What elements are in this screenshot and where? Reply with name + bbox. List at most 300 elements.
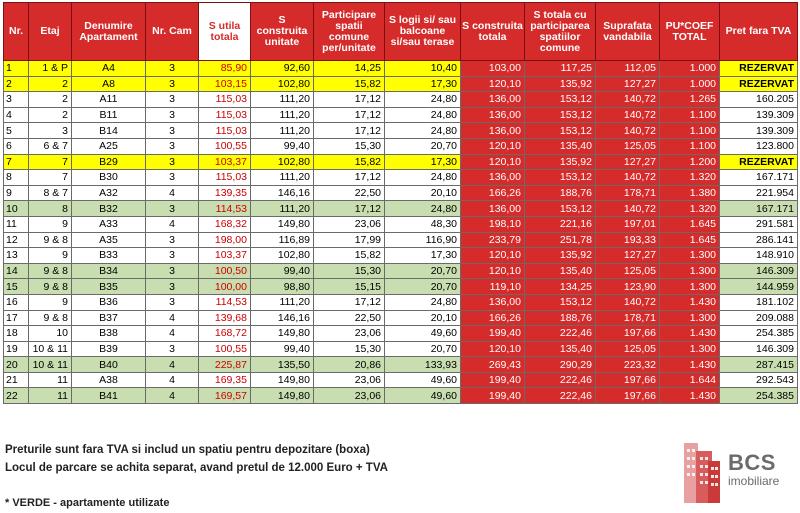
cell-participare: 17,12 — [314, 170, 385, 186]
cell-s-logii: 49,60 — [385, 372, 461, 388]
cell-etaj: 9 & 8 — [29, 310, 72, 326]
table-row — [4, 154, 798, 170]
cell-pu-coef: 1.430 — [660, 357, 720, 373]
logo-brand: BCS — [728, 450, 776, 475]
cell-participare: 23,06 — [314, 388, 385, 404]
table-row — [4, 170, 798, 186]
cell-suprafata-vandabila: 125,05 — [596, 263, 660, 279]
table-row — [4, 294, 798, 310]
cell-pret: REZERVAT — [720, 61, 798, 77]
cell-pu-coef: 1.000 — [660, 76, 720, 92]
table-row — [4, 185, 798, 201]
cell-pret: 167.171 — [720, 201, 798, 217]
cell-s-totala: 135,92 — [525, 248, 596, 264]
table-row — [4, 357, 798, 373]
cell-suprafata-vandabila: 140,72 — [596, 107, 660, 123]
cell-pu-coef: 1.300 — [660, 341, 720, 357]
cell-suprafata-vandabila: 125,05 — [596, 341, 660, 357]
cell-etaj: 7 — [29, 170, 72, 186]
table-row — [4, 341, 798, 357]
cell-pret: REZERVAT — [720, 154, 798, 170]
cell-s-construita-totala: 199,40 — [461, 326, 525, 342]
cell-pu-coef: 1.430 — [660, 388, 720, 404]
cell-s-construita-unitate: 111,20 — [251, 107, 314, 123]
cell-s-construita-unitate: 102,80 — [251, 154, 314, 170]
cell-pret: 146.309 — [720, 263, 798, 279]
cell-s-totala: 153,12 — [525, 123, 596, 139]
cell-s-construita-totala: 233,79 — [461, 232, 525, 248]
note-vat: Preturile sunt fara TVA si includ un spatiu pentru depozitare (boxa) — [5, 444, 370, 456]
cell-nr-cam: 3 — [146, 76, 199, 92]
cell-s-construita-unitate: 146,16 — [251, 185, 314, 201]
cell-etaj: 2 — [29, 92, 72, 108]
col-header-participare: Participare spatii comune per/unitate — [314, 3, 385, 61]
cell-nr-cam: 4 — [146, 185, 199, 201]
cell-s-utila: 225,87 — [199, 357, 251, 373]
cell-s-logii: 48,30 — [385, 216, 461, 232]
cell-suprafata-vandabila: 197,66 — [596, 388, 660, 404]
cell-pret: 181.102 — [720, 294, 798, 310]
cell-nr-cam: 3 — [146, 123, 199, 139]
cell-s-construita-unitate: 149,80 — [251, 372, 314, 388]
cell-etaj: 11 — [29, 372, 72, 388]
cell-s-construita-unitate: 116,89 — [251, 232, 314, 248]
cell-s-utila: 115,03 — [199, 123, 251, 139]
cell-nr-cam: 3 — [146, 138, 199, 154]
cell-pret: 144.959 — [720, 279, 798, 295]
cell-suprafata-vandabila: 223,32 — [596, 357, 660, 373]
cell-s-construita-unitate: 98,80 — [251, 279, 314, 295]
cell-nr: 1 — [4, 61, 29, 77]
cell-nr: 13 — [4, 248, 29, 264]
cell-s-construita-unitate: 99,40 — [251, 341, 314, 357]
cell-denumire: A11 — [72, 92, 146, 108]
cell-suprafata-vandabila: 140,72 — [596, 123, 660, 139]
cell-participare: 22,50 — [314, 185, 385, 201]
table-row — [4, 372, 798, 388]
col-header-s-totala: S totala cu participarea spatiilor comune — [525, 3, 596, 61]
cell-s-construita-totala: 198,10 — [461, 216, 525, 232]
cell-s-logii: 20,70 — [385, 279, 461, 295]
cell-s-totala: 134,25 — [525, 279, 596, 295]
cell-pret: 292.543 — [720, 372, 798, 388]
cell-nr: 9 — [4, 185, 29, 201]
cell-s-logii: 24,80 — [385, 107, 461, 123]
cell-s-totala: 222,46 — [525, 388, 596, 404]
cell-s-construita-totala: 136,00 — [461, 170, 525, 186]
cell-nr-cam: 3 — [146, 341, 199, 357]
cell-etaj: 1 & P — [29, 61, 72, 77]
cell-denumire: B30 — [72, 170, 146, 186]
cell-nr-cam: 3 — [146, 92, 199, 108]
cell-etaj: 10 — [29, 326, 72, 342]
cell-s-totala: 135,40 — [525, 341, 596, 357]
cell-pu-coef: 1.265 — [660, 92, 720, 108]
cell-s-logii: 24,80 — [385, 170, 461, 186]
cell-s-construita-unitate: 102,80 — [251, 248, 314, 264]
cell-s-construita-unitate: 99,40 — [251, 263, 314, 279]
cell-etaj: 11 — [29, 388, 72, 404]
cell-denumire: B11 — [72, 107, 146, 123]
cell-denumire: B40 — [72, 357, 146, 373]
cell-nr-cam: 3 — [146, 61, 199, 77]
cell-etaj: 2 — [29, 107, 72, 123]
cell-participare: 15,30 — [314, 138, 385, 154]
cell-denumire: B35 — [72, 279, 146, 295]
cell-suprafata-vandabila: 197,01 — [596, 216, 660, 232]
cell-participare: 15,30 — [314, 263, 385, 279]
cell-s-construita-totala: 199,40 — [461, 388, 525, 404]
cell-nr-cam: 3 — [146, 154, 199, 170]
cell-etaj: 7 — [29, 154, 72, 170]
cell-s-construita-unitate: 111,20 — [251, 123, 314, 139]
cell-etaj: 9 & 8 — [29, 263, 72, 279]
table-row — [4, 248, 798, 264]
col-header-s-construita-totala: S construita totala — [461, 3, 525, 61]
cell-s-construita-totala: 136,00 — [461, 123, 525, 139]
cell-s-totala: 222,46 — [525, 326, 596, 342]
cell-pu-coef: 1.644 — [660, 372, 720, 388]
table-row — [4, 232, 798, 248]
header-row — [4, 3, 798, 61]
cell-denumire: B37 — [72, 310, 146, 326]
cell-s-logii: 24,80 — [385, 201, 461, 217]
cell-s-construita-unitate: 92,60 — [251, 61, 314, 77]
cell-etaj: 9 — [29, 248, 72, 264]
price-table — [3, 2, 798, 404]
cell-participare: 14,25 — [314, 61, 385, 77]
cell-s-utila: 103,37 — [199, 154, 251, 170]
cell-s-construita-totala: 166,26 — [461, 310, 525, 326]
cell-nr-cam: 3 — [146, 107, 199, 123]
cell-pret: 286.141 — [720, 232, 798, 248]
cell-etaj: 3 — [29, 123, 72, 139]
cell-suprafata-vandabila: 127,27 — [596, 248, 660, 264]
cell-s-construita-totala: 166,26 — [461, 185, 525, 201]
cell-s-construita-totala: 199,40 — [461, 372, 525, 388]
cell-s-totala: 153,12 — [525, 92, 596, 108]
cell-participare: 23,06 — [314, 216, 385, 232]
cell-nr: 8 — [4, 170, 29, 186]
cell-pret: 209.088 — [720, 310, 798, 326]
cell-s-construita-totala: 120,10 — [461, 76, 525, 92]
cell-suprafata-vandabila: 197,66 — [596, 326, 660, 342]
cell-s-utila: 169,35 — [199, 372, 251, 388]
cell-suprafata-vandabila: 127,27 — [596, 154, 660, 170]
cell-nr: 20 — [4, 357, 29, 373]
cell-s-totala: 153,12 — [525, 170, 596, 186]
cell-participare: 15,82 — [314, 248, 385, 264]
cell-s-logii: 49,60 — [385, 388, 461, 404]
cell-denumire: A38 — [72, 372, 146, 388]
cell-nr: 19 — [4, 341, 29, 357]
cell-s-logii: 20,70 — [385, 341, 461, 357]
cell-s-totala: 135,40 — [525, 263, 596, 279]
cell-nr-cam: 4 — [146, 372, 199, 388]
cell-s-logii: 17,30 — [385, 248, 461, 264]
cell-nr: 6 — [4, 138, 29, 154]
col-header-denumire: Denumire Apartament — [72, 3, 146, 61]
cell-etaj: 9 & 8 — [29, 232, 72, 248]
cell-nr-cam: 3 — [146, 248, 199, 264]
table-body — [4, 61, 798, 404]
cell-etaj: 8 & 7 — [29, 185, 72, 201]
cell-s-logii: 24,80 — [385, 294, 461, 310]
cell-pu-coef: 1.645 — [660, 232, 720, 248]
col-header-suprafata-vandabila: Suprafata vandabila — [596, 3, 660, 61]
cell-participare: 15,82 — [314, 154, 385, 170]
cell-s-construita-unitate: 111,20 — [251, 170, 314, 186]
cell-participare: 17,12 — [314, 123, 385, 139]
cell-pret: 123.800 — [720, 138, 798, 154]
cell-pret: 291.581 — [720, 216, 798, 232]
cell-pret: 146.309 — [720, 341, 798, 357]
cell-nr-cam: 4 — [146, 216, 199, 232]
cell-s-utila: 168,72 — [199, 326, 251, 342]
cell-suprafata-vandabila: 197,66 — [596, 372, 660, 388]
cell-nr-cam: 3 — [146, 294, 199, 310]
cell-s-construita-totala: 120,10 — [461, 341, 525, 357]
cell-s-logii: 49,60 — [385, 326, 461, 342]
cell-nr-cam: 3 — [146, 232, 199, 248]
cell-denumire: A4 — [72, 61, 146, 77]
cell-nr: 12 — [4, 232, 29, 248]
cell-s-construita-unitate: 111,20 — [251, 201, 314, 217]
col-header-nr-cam: Nr. Cam — [146, 3, 199, 61]
cell-pret: 254.385 — [720, 388, 798, 404]
note-parking: Locul de parcare se achita separat, avand pretul de 12.000 Euro + TVA — [5, 462, 388, 474]
col-header-s-construita-unitate: S construita unitate — [251, 3, 314, 61]
cell-pu-coef: 1.320 — [660, 201, 720, 217]
table-row — [4, 107, 798, 123]
cell-nr-cam: 4 — [146, 357, 199, 373]
cell-pu-coef: 1.100 — [660, 107, 720, 123]
cell-participare: 17,12 — [314, 107, 385, 123]
col-header-etaj: Etaj — [29, 3, 72, 61]
cell-s-logii: 20,10 — [385, 185, 461, 201]
table-row — [4, 310, 798, 326]
cell-nr: 15 — [4, 279, 29, 295]
cell-nr: 17 — [4, 310, 29, 326]
cell-etaj: 2 — [29, 76, 72, 92]
cell-s-construita-totala: 120,10 — [461, 138, 525, 154]
cell-pret: 139.309 — [720, 107, 798, 123]
cell-s-totala: 153,12 — [525, 107, 596, 123]
table-row — [4, 92, 798, 108]
cell-suprafata-vandabila: 112,05 — [596, 61, 660, 77]
cell-participare: 17,12 — [314, 294, 385, 310]
cell-nr: 2 — [4, 76, 29, 92]
legend-green: * VERDE - apartamente utilizate — [5, 497, 170, 509]
notes — [5, 441, 388, 477]
cell-nr-cam: 4 — [146, 388, 199, 404]
cell-s-construita-totala: 120,10 — [461, 154, 525, 170]
cell-pu-coef: 1.645 — [660, 216, 720, 232]
cell-pu-coef: 1.300 — [660, 279, 720, 295]
cell-s-construita-totala: 120,10 — [461, 263, 525, 279]
cell-pu-coef: 1.000 — [660, 61, 720, 77]
cell-etaj: 6 & 7 — [29, 138, 72, 154]
col-header-pret: Pret fara TVA — [720, 3, 798, 61]
cell-s-totala: 251,78 — [525, 232, 596, 248]
cell-suprafata-vandabila: 140,72 — [596, 201, 660, 217]
cell-suprafata-vandabila: 178,71 — [596, 185, 660, 201]
cell-s-totala: 153,12 — [525, 294, 596, 310]
cell-participare: 23,06 — [314, 372, 385, 388]
cell-nr: 11 — [4, 216, 29, 232]
cell-suprafata-vandabila: 140,72 — [596, 294, 660, 310]
cell-etaj: 10 & 11 — [29, 357, 72, 373]
cell-s-construita-totala: 136,00 — [461, 294, 525, 310]
cell-s-construita-unitate: 102,80 — [251, 76, 314, 92]
cell-participare: 20,86 — [314, 357, 385, 373]
cell-etaj: 9 & 8 — [29, 279, 72, 295]
cell-s-construita-unitate: 111,20 — [251, 294, 314, 310]
cell-s-logii: 133,93 — [385, 357, 461, 373]
cell-participare: 15,30 — [314, 341, 385, 357]
cell-nr-cam: 4 — [146, 326, 199, 342]
table-row — [4, 76, 798, 92]
cell-participare: 17,12 — [314, 92, 385, 108]
cell-denumire: A8 — [72, 76, 146, 92]
building-icon — [678, 437, 726, 507]
table-row — [4, 326, 798, 342]
cell-s-construita-unitate: 111,20 — [251, 92, 314, 108]
cell-nr: 21 — [4, 372, 29, 388]
cell-pu-coef: 1.430 — [660, 294, 720, 310]
cell-suprafata-vandabila: 123,90 — [596, 279, 660, 295]
cell-denumire: B32 — [72, 201, 146, 217]
cell-s-totala: 135,92 — [525, 76, 596, 92]
cell-s-utila: 169,57 — [199, 388, 251, 404]
cell-s-utila: 100,55 — [199, 341, 251, 357]
cell-s-construita-unitate: 146,16 — [251, 310, 314, 326]
cell-s-totala: 222,46 — [525, 372, 596, 388]
cell-s-logii: 24,80 — [385, 92, 461, 108]
cell-etaj: 9 — [29, 216, 72, 232]
cell-denumire: B14 — [72, 123, 146, 139]
cell-s-logii: 20,70 — [385, 138, 461, 154]
cell-s-logii: 17,30 — [385, 76, 461, 92]
table-row — [4, 279, 798, 295]
table-row — [4, 138, 798, 154]
cell-suprafata-vandabila: 140,72 — [596, 170, 660, 186]
cell-nr: 10 — [4, 201, 29, 217]
cell-s-utila: 114,53 — [199, 201, 251, 217]
cell-s-logii: 24,80 — [385, 123, 461, 139]
cell-denumire: A32 — [72, 185, 146, 201]
cell-participare: 23,06 — [314, 326, 385, 342]
cell-pu-coef: 1.200 — [660, 154, 720, 170]
cell-nr-cam: 4 — [146, 310, 199, 326]
cell-s-construita-totala: 119,10 — [461, 279, 525, 295]
cell-etaj: 10 & 11 — [29, 341, 72, 357]
cell-s-logii: 20,70 — [385, 263, 461, 279]
cell-s-utila: 115,03 — [199, 170, 251, 186]
col-header-nr: Nr. — [4, 3, 29, 61]
cell-s-utila: 139,35 — [199, 185, 251, 201]
cell-participare: 15,15 — [314, 279, 385, 295]
cell-pret: 287.415 — [720, 357, 798, 373]
cell-nr: 3 — [4, 92, 29, 108]
cell-s-construita-unitate: 99,40 — [251, 138, 314, 154]
cell-nr-cam: 3 — [146, 201, 199, 217]
table-row — [4, 216, 798, 232]
cell-nr: 7 — [4, 154, 29, 170]
cell-pret: 139.309 — [720, 123, 798, 139]
cell-suprafata-vandabila: 125,05 — [596, 138, 660, 154]
cell-s-utila: 100,50 — [199, 263, 251, 279]
cell-s-totala: 117,25 — [525, 61, 596, 77]
cell-s-logii: 20,10 — [385, 310, 461, 326]
cell-suprafata-vandabila: 127,27 — [596, 76, 660, 92]
cell-s-utila: 115,03 — [199, 107, 251, 123]
cell-s-logii: 10,40 — [385, 61, 461, 77]
cell-s-logii: 17,30 — [385, 154, 461, 170]
cell-s-totala: 153,12 — [525, 201, 596, 217]
cell-s-totala: 135,40 — [525, 138, 596, 154]
cell-participare: 17,99 — [314, 232, 385, 248]
cell-pret: 254.385 — [720, 326, 798, 342]
cell-s-utila: 85,90 — [199, 61, 251, 77]
cell-etaj: 9 — [29, 294, 72, 310]
cell-denumire: B39 — [72, 341, 146, 357]
cell-s-logii: 116,90 — [385, 232, 461, 248]
cell-s-utila: 100,00 — [199, 279, 251, 295]
cell-s-construita-totala: 136,00 — [461, 107, 525, 123]
cell-nr-cam: 3 — [146, 170, 199, 186]
cell-denumire: B36 — [72, 294, 146, 310]
cell-denumire: B34 — [72, 263, 146, 279]
logo-text — [728, 451, 779, 488]
cell-nr: 14 — [4, 263, 29, 279]
cell-etaj: 8 — [29, 201, 72, 217]
table-row — [4, 201, 798, 217]
table-row — [4, 123, 798, 139]
cell-s-totala: 188,76 — [525, 185, 596, 201]
cell-participare: 17,12 — [314, 201, 385, 217]
logo-sub: imobiliare — [728, 474, 780, 488]
cell-s-construita-unitate: 135,50 — [251, 357, 314, 373]
cell-suprafata-vandabila: 193,33 — [596, 232, 660, 248]
cell-s-totala: 188,76 — [525, 310, 596, 326]
cell-nr: 16 — [4, 294, 29, 310]
cell-s-utila: 198,00 — [199, 232, 251, 248]
cell-s-utila: 114,53 — [199, 294, 251, 310]
cell-pu-coef: 1.100 — [660, 138, 720, 154]
cell-suprafata-vandabila: 178,71 — [596, 310, 660, 326]
cell-nr: 18 — [4, 326, 29, 342]
cell-pu-coef: 1.300 — [660, 263, 720, 279]
cell-pret: 148.910 — [720, 248, 798, 264]
cell-denumire: B41 — [72, 388, 146, 404]
cell-denumire: A33 — [72, 216, 146, 232]
cell-s-construita-totala: 120,10 — [461, 248, 525, 264]
cell-s-construita-totala: 136,00 — [461, 92, 525, 108]
cell-nr-cam: 3 — [146, 279, 199, 295]
col-header-s-utila: S utila totala — [199, 3, 251, 61]
cell-denumire: B33 — [72, 248, 146, 264]
cell-s-utila: 139,68 — [199, 310, 251, 326]
cell-s-construita-unitate: 149,80 — [251, 216, 314, 232]
cell-pret: 167.171 — [720, 170, 798, 186]
cell-participare: 15,82 — [314, 76, 385, 92]
cell-s-totala: 221,16 — [525, 216, 596, 232]
cell-pu-coef: 1.430 — [660, 326, 720, 342]
cell-s-construita-totala: 136,00 — [461, 201, 525, 217]
cell-pu-coef: 1.300 — [660, 310, 720, 326]
cell-s-utila: 103,15 — [199, 76, 251, 92]
